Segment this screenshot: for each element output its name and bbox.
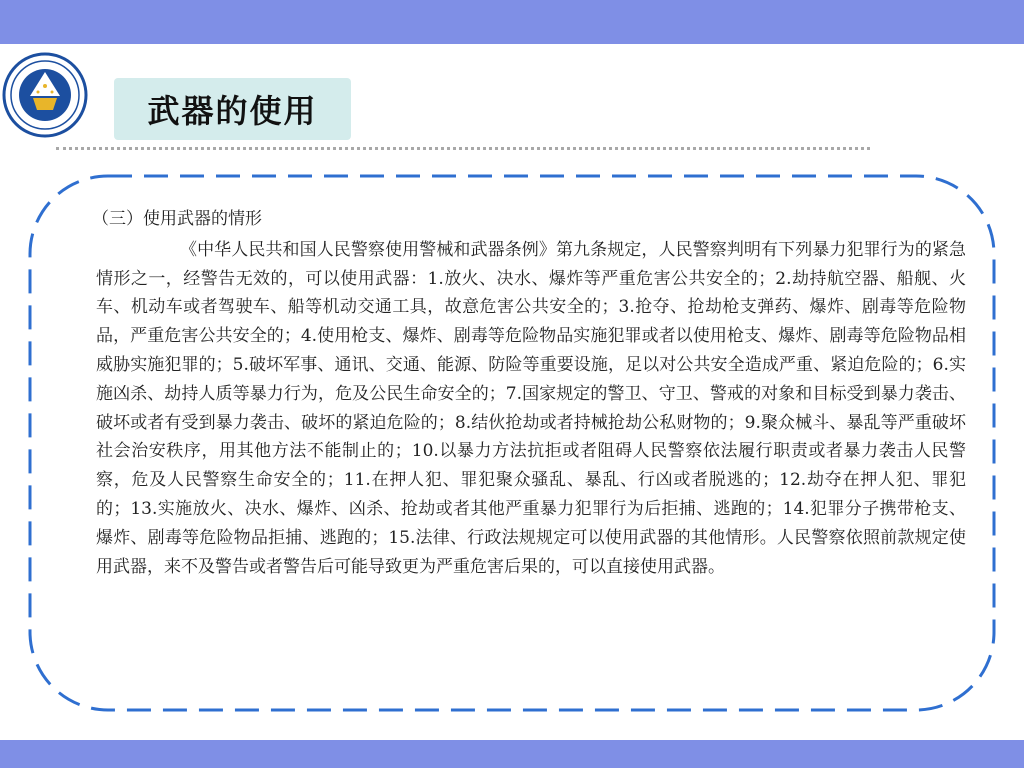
regulation-paragraph: 《中华人民共和国人民警察使用警械和武器条例》第九条规定，人民警察判明有下列暴力犯罪行为的紧急情形之一，经警告无效的，可以使用武器：1.放火、决水、爆炸等严重危害公共安全的；2.劫持航空器、船舰、火车、机动车或者驾驶车、船等机动交通工具，故意危害公共安全的；3.抢夺、抢劫枪支弹药、爆炸、剧毒等危险物品，严重危害公共安全的；4.使用枪支、爆炸、剧毒等危险物品实施犯罪或者以使用枪支、爆炸、剧毒等危险物品相威胁实施犯罪的；5.破坏军事、通讯、交通、能源、防险等重要设施，足以对公共安全造成严重、紧迫危险的；6.实施凶杀、劫持人质等暴力行为，危及公民生命安全的；7.国家规定的警卫、守卫、警戒的对象和目标受到暴力袭击、破坏或者有受到暴力袭击、破坏的紧迫危险的；8.结伙抢劫或者持械抢劫公私财物的；9.聚众械斗、暴乱等严重破坏社会治安秩序，用其他方法不能制止的；10.以暴力方法抗拒或者阻碍人民警察依法履行职责或者暴力袭击人民警察，危及人民警察生命安全的；11.在押人犯、罪犯聚众骚乱、暴乱、行凶或者脱逃的；12.劫夺在押人犯、罪犯的；13.实施放火、决水、爆炸、凶杀、抢劫或者其他严重暴力犯罪行为后拒捕、逃跑的；14.犯罪分子携带枪支、爆炸、剧毒等危险物品拒捕、逃跑的；15.法律、行政法规规定可以使用武器的其他情形。人民警察依照前款规定使用武器，来不及警告或者警告后可能导致更为严重危害后果的，可以直接使用武器。: [96, 239, 966, 577]
content-area: [92, 205, 972, 581]
section-heading: （三）使用武器的情形: [92, 209, 262, 229]
bottom-color-band: [0, 740, 1024, 768]
page-title: 武器的使用: [147, 92, 318, 130]
